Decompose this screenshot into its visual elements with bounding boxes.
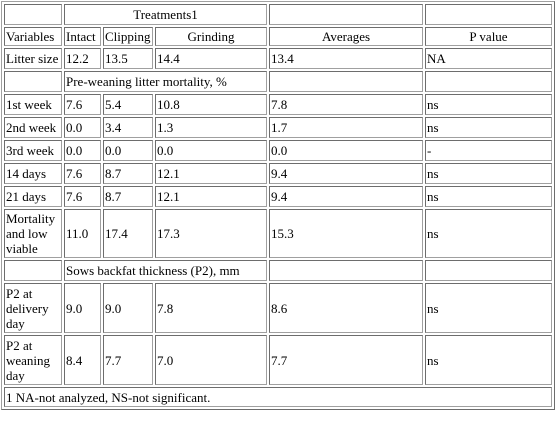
cell-intact: 0.0 bbox=[64, 117, 101, 138]
cell-p-value: ns bbox=[425, 117, 552, 138]
cell-clipping: 7.7 bbox=[103, 335, 153, 385]
cell-p-value: ns bbox=[425, 94, 552, 115]
cell-intact: 8.4 bbox=[64, 335, 101, 385]
cell-average: 0.0 bbox=[269, 140, 423, 161]
cell-p-value: ns bbox=[425, 163, 552, 184]
empty-cell bbox=[425, 71, 552, 92]
cell-grinding: 0.0 bbox=[155, 140, 267, 161]
cell-grinding: 1.3 bbox=[155, 117, 267, 138]
cell-clipping: 8.7 bbox=[103, 186, 153, 207]
table-row bbox=[4, 140, 552, 161]
cell-intact: 0.0 bbox=[64, 140, 101, 161]
cell-average: 15.3 bbox=[269, 209, 423, 258]
cell-intact: 7.6 bbox=[64, 94, 101, 115]
empty-cell bbox=[4, 71, 62, 92]
section-title-backfat: Sows backfat thickness (P2), mm bbox=[64, 260, 267, 281]
cell-intact: 9.0 bbox=[64, 283, 101, 333]
cell-clipping: 8.7 bbox=[103, 163, 153, 184]
cell-p-value: ns bbox=[425, 335, 552, 385]
table-row bbox=[4, 186, 552, 207]
cell-clipping: 13.5 bbox=[103, 48, 153, 69]
row-label: P2 at delivery day bbox=[4, 283, 62, 333]
column-header-clipping: Clipping bbox=[103, 27, 153, 46]
table-row bbox=[4, 283, 552, 333]
table-row bbox=[4, 117, 552, 138]
column-header-averages: Averages bbox=[269, 27, 423, 46]
empty-cell bbox=[425, 260, 552, 281]
cell-average: 8.6 bbox=[269, 283, 423, 333]
empty-header-cell bbox=[425, 4, 552, 25]
cell-grinding: 14.4 bbox=[155, 48, 267, 69]
cell-grinding: 7.8 bbox=[155, 283, 267, 333]
empty-header-cell bbox=[4, 4, 62, 25]
row-label: 14 days bbox=[4, 163, 62, 184]
section-row-mortality bbox=[4, 71, 552, 92]
row-label: P2 at weaning day bbox=[4, 335, 62, 385]
cell-intact: 7.6 bbox=[64, 186, 101, 207]
row-label: 21 days bbox=[4, 186, 62, 207]
cell-grinding: 10.8 bbox=[155, 94, 267, 115]
row-label: Mortality and low viable bbox=[4, 209, 62, 258]
cell-grinding: 12.1 bbox=[155, 186, 267, 207]
cell-intact: 7.6 bbox=[64, 163, 101, 184]
table-header-row-columns bbox=[4, 27, 552, 46]
cell-clipping: 3.4 bbox=[103, 117, 153, 138]
cell-average: 1.7 bbox=[269, 117, 423, 138]
row-label: 2nd week bbox=[4, 117, 62, 138]
cell-average: 7.8 bbox=[269, 94, 423, 115]
cell-p-value: ns bbox=[425, 209, 552, 258]
cell-intact: 11.0 bbox=[64, 209, 101, 258]
cell-average: 9.4 bbox=[269, 186, 423, 207]
empty-cell bbox=[269, 71, 423, 92]
cell-p-value: ns bbox=[425, 283, 552, 333]
cell-grinding: 7.0 bbox=[155, 335, 267, 385]
cell-grinding: 12.1 bbox=[155, 163, 267, 184]
footnote-row bbox=[4, 387, 552, 407]
cell-intact: 12.2 bbox=[64, 48, 101, 69]
empty-cell bbox=[4, 260, 62, 281]
column-header-intact: Intact bbox=[64, 27, 101, 46]
cell-clipping: 17.4 bbox=[103, 209, 153, 258]
empty-header-cell bbox=[269, 4, 423, 25]
row-label: Litter size bbox=[4, 48, 62, 69]
table-footnote: 1 NA-not analyzed, NS-not significant. bbox=[4, 387, 552, 407]
table-row bbox=[4, 94, 552, 115]
table-header-row-treatments bbox=[4, 4, 552, 25]
cell-clipping: 0.0 bbox=[103, 140, 153, 161]
cell-average: 7.7 bbox=[269, 335, 423, 385]
section-row-backfat bbox=[4, 260, 552, 281]
results-table bbox=[1, 1, 555, 410]
treatments-header: Treatments1 bbox=[64, 4, 267, 25]
cell-p-value: NA bbox=[425, 48, 552, 69]
cell-clipping: 9.0 bbox=[103, 283, 153, 333]
section-title-mortality: Pre-weaning litter mortality, % bbox=[64, 71, 267, 92]
table-row bbox=[4, 163, 552, 184]
table-row bbox=[4, 335, 552, 385]
row-label: 3rd week bbox=[4, 140, 62, 161]
row-label: 1st week bbox=[4, 94, 62, 115]
cell-clipping: 5.4 bbox=[103, 94, 153, 115]
cell-grinding: 17.3 bbox=[155, 209, 267, 258]
column-header-grinding: Grinding bbox=[155, 27, 267, 46]
cell-p-value: ns bbox=[425, 186, 552, 207]
column-header-p-value: P value bbox=[425, 27, 552, 46]
cell-average: 13.4 bbox=[269, 48, 423, 69]
empty-cell bbox=[269, 260, 423, 281]
table-row bbox=[4, 209, 552, 258]
table-row-litter-size bbox=[4, 48, 552, 69]
cell-average: 9.4 bbox=[269, 163, 423, 184]
cell-p-value: - bbox=[425, 140, 552, 161]
column-header-variables: Variables bbox=[4, 27, 62, 46]
